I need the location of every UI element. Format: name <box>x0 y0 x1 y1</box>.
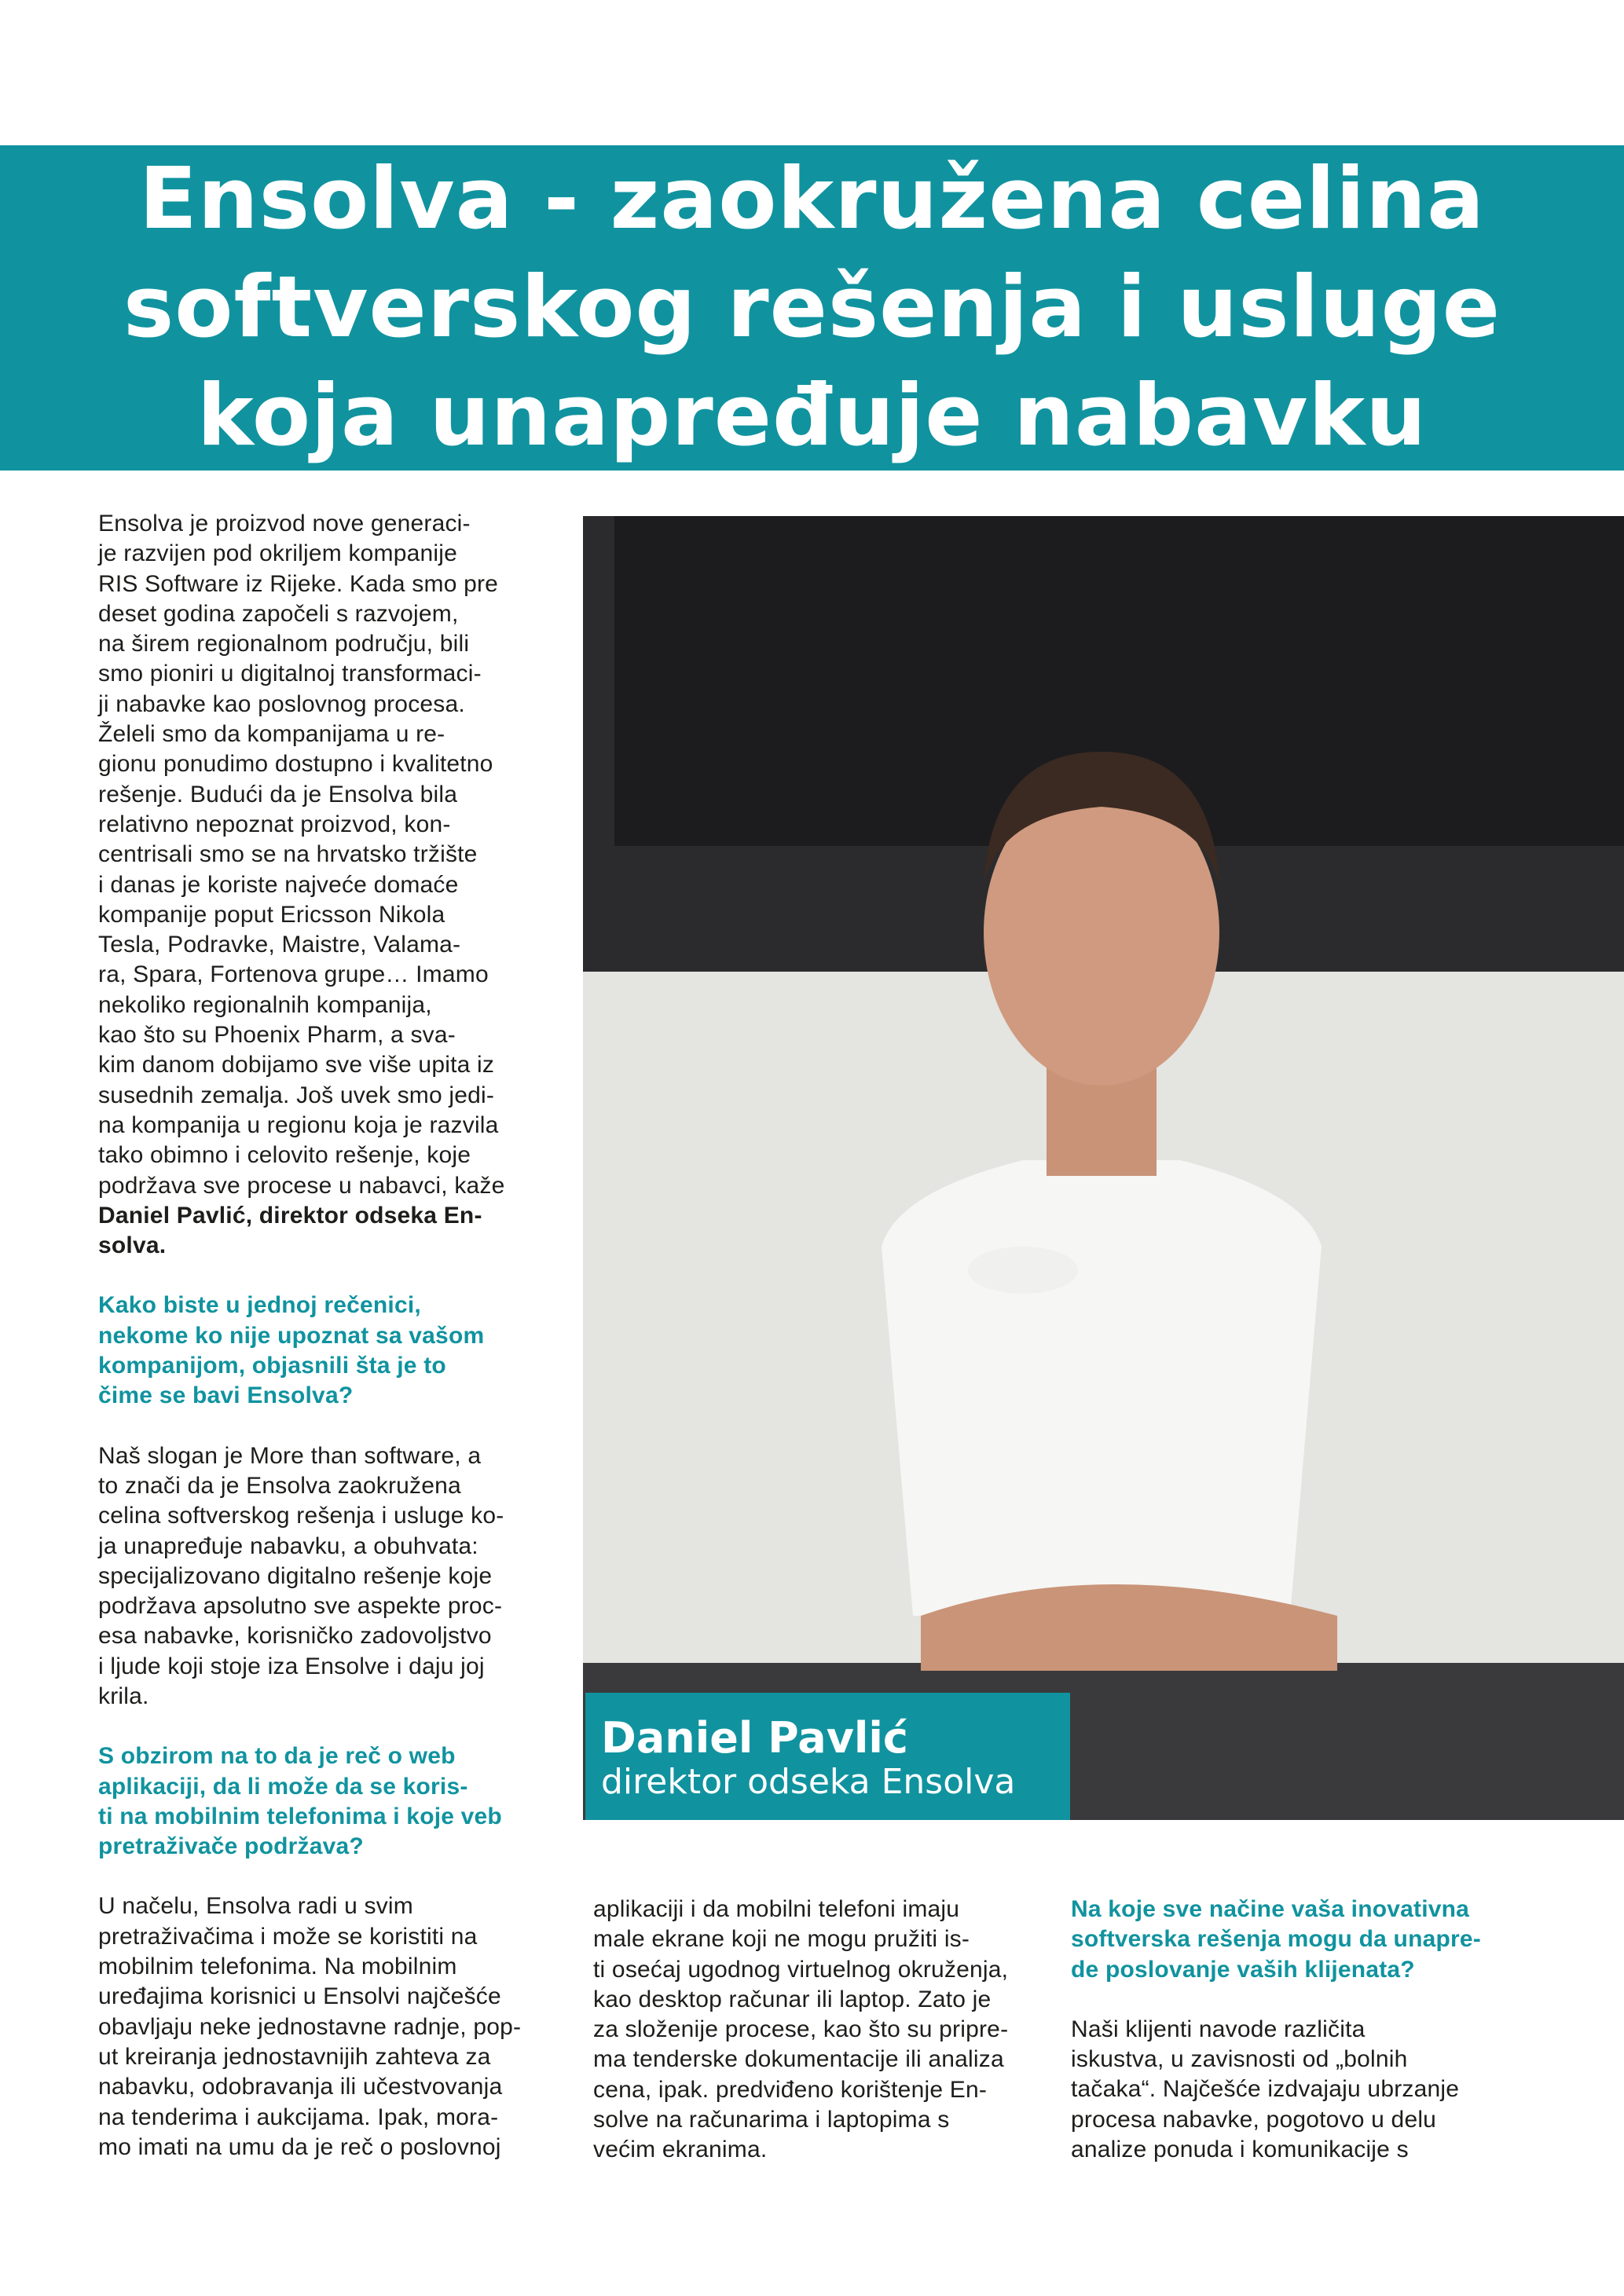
portrait-illustration <box>583 516 1624 1820</box>
title-line: Ensolva - zaokružena celina <box>139 150 1485 248</box>
text-line: nekoliko regionalnih kompanija, <box>98 991 432 1018</box>
speaker-line: Daniel Pavlić, direktor odseka En- <box>98 1202 482 1229</box>
question-line: kompanijom, objasnili šta je to <box>98 1353 446 1379</box>
page-title <box>123 145 1501 471</box>
text-line: ji nabavke kao poslovnog procesa. <box>98 690 465 717</box>
question-line: Na koje sve načine vaša inovativna <box>1071 1896 1470 1922</box>
text-line: kim danom dobijamo sve više upita iz <box>98 1052 495 1078</box>
text-line: cena, ipak. predviđeno korištenje En- <box>593 2076 988 2103</box>
caption-name: Daniel Pavlić <box>601 1713 908 1763</box>
text-line: Naš slogan je More than software, a <box>98 1442 482 1469</box>
text-line: tako obimno i celovito rešenje, koje <box>98 1142 471 1169</box>
text-line: RIS Software iz Rijeke. Kada smo pre <box>98 570 499 597</box>
speaker-line: solva. <box>98 1232 167 1259</box>
question-line: čime se bavi Ensolva? <box>98 1382 354 1409</box>
text-line: na kompanija u regionu koja je razvila <box>98 1111 499 1138</box>
text-line: esa nabavke, korisničko zadovoljstvo <box>98 1623 492 1650</box>
text-line: ja unapređuje nabavku, a obuhvata: <box>98 1532 478 1559</box>
text-line: to znači da je Ensolva zaokružena <box>98 1472 461 1499</box>
question-line: aplikaciji, da li može da se koris- <box>98 1773 468 1800</box>
text-line: pretraživačima i može se koristiti na <box>98 1923 478 1950</box>
question-line: de poslovanje vaših klijenata? <box>1071 1956 1415 1983</box>
intro-paragraph <box>98 509 570 1261</box>
answer-1 <box>98 1441 570 1712</box>
text-line: susednih zemalja. Još uvek smo jedi- <box>98 1082 495 1108</box>
question-line: nekome ko nije upoznat sa vašom <box>98 1322 485 1349</box>
text-line: krila. <box>98 1683 149 1709</box>
text-line: obavljaju neke jednostavne radnje, pop- <box>98 2013 522 2040</box>
text-line: nabavku, odobravanja ili učestvovanja <box>98 2074 503 2100</box>
text-line: za složenije procese, kao što su pripre- <box>593 2016 1009 2043</box>
text-line: Ensolva je proizvod nove generaci- <box>98 511 471 536</box>
text-line: Naši klijenti navode različita <box>1071 2016 1366 2042</box>
text-line: i ljude koji stoje iza Ensolve i daju joj <box>98 1653 485 1679</box>
text-line: procesa nabavke, pogotovo u delu <box>1071 2106 1437 2133</box>
text-line: podržava sve procese u nabavci, kaže <box>98 1172 505 1199</box>
question-line: S obzirom na to da je reč o web <box>98 1743 456 1770</box>
text-line: Želeli smo da kompanijama u re- <box>98 721 445 748</box>
text-line: smo pioniri u digitalnoj transformaci- <box>98 661 482 687</box>
text-line: na tenderima i aukcijama. Ipak, mora- <box>98 2104 499 2130</box>
title-banner <box>0 145 1624 471</box>
title-line: koja unapređuje nabavku <box>196 367 1428 465</box>
text-line: iskustva, u zavisnosti od „bolnih <box>1071 2046 1408 2073</box>
text-line: kompanije poput Ericsson Nikola <box>98 901 445 928</box>
portrait-photo <box>583 516 1624 1820</box>
text-line: centrisali smo se na hrvatsko tržište <box>98 841 478 868</box>
column-left <box>98 509 570 2162</box>
text-line: celina softverskog rešenja i usluge ko- <box>98 1503 504 1529</box>
answer-2 <box>98 1891 570 2162</box>
question-line: Kako biste u jednoj rečenici, <box>98 1292 421 1319</box>
text-line: gionu ponudimo dostupno i kvalitetno <box>98 751 493 778</box>
text-line: mobilnim telefonima. Na mobilnim <box>98 1954 457 1980</box>
question-3 <box>1071 1895 1558 1985</box>
text-line: deset godina započeli s razvojem, <box>98 600 459 627</box>
text-line: je razvijen pod okriljem kompanije <box>98 540 458 567</box>
text-line: U načelu, Ensolva radi u svim <box>98 1893 413 1920</box>
caption-role: direktor odseka Ensolva <box>601 1762 1016 1802</box>
column-middle <box>593 1895 1049 2166</box>
text-line: kao što su Phoenix Pharm, a sva- <box>98 1022 456 1049</box>
column-right <box>1071 1895 1558 2165</box>
text-line: analize ponuda i komunikacije s <box>1071 2137 1409 2163</box>
question-line: softverska rešenja mogu da unapre- <box>1071 1926 1481 1953</box>
text-line: solve na računarima i laptopima s <box>593 2107 950 2133</box>
text-line: ti osećaj ugodnog virtuelnog okruženja, <box>593 1956 1009 1983</box>
title-line: softverskog rešenja i usluge <box>123 258 1501 357</box>
text-line: tačaka“. Najčešće izdvajaju ubrzanje <box>1071 2076 1460 2103</box>
text-line: podržava apsolutno sve aspekte proc- <box>98 1593 503 1620</box>
text-line: rešenje. Budući da je Ensolva bila <box>98 781 458 807</box>
text-line: ma tenderske dokumentacije ili analiza <box>593 2046 1004 2073</box>
text-line: kao desktop računar ili laptop. Zato je <box>593 1986 992 2012</box>
text-line: mo imati na umu da je reč o poslovnoj <box>98 2133 501 2160</box>
text-line: uređajima korisnici u Ensolvi najčešće <box>98 1983 501 2010</box>
text-line: relativno nepoznat proizvod, kon- <box>98 811 451 837</box>
text-line: aplikaciji i da mobilni telefoni imaju <box>593 1896 960 1922</box>
text-line: male ekrane koji ne mogu pružiti is- <box>593 1926 970 1953</box>
question-line: pretraživače podržava? <box>98 1833 364 1860</box>
text-line: Tesla, Podravke, Maistre, Valama- <box>98 932 461 958</box>
answer-3 <box>1071 2015 1558 2165</box>
text-line: na širem regionalnom području, bili <box>98 631 470 657</box>
text-line: većim ekranima. <box>593 2137 768 2163</box>
question-line: ti na mobilnim telefonima i koje veb <box>98 1803 502 1829</box>
photo-caption <box>585 1693 1070 1820</box>
question-2 <box>98 1741 570 1862</box>
text-line: ra, Spara, Fortenova grupe… Imamo <box>98 961 489 988</box>
text-line: specijalizovano digitalno rešenje koje <box>98 1562 493 1589</box>
text-line: ut kreiranja jednostavnijih zahteva za <box>98 2043 491 2070</box>
question-1 <box>98 1291 570 1411</box>
text-line: i danas je koriste najveće domaće <box>98 871 459 898</box>
